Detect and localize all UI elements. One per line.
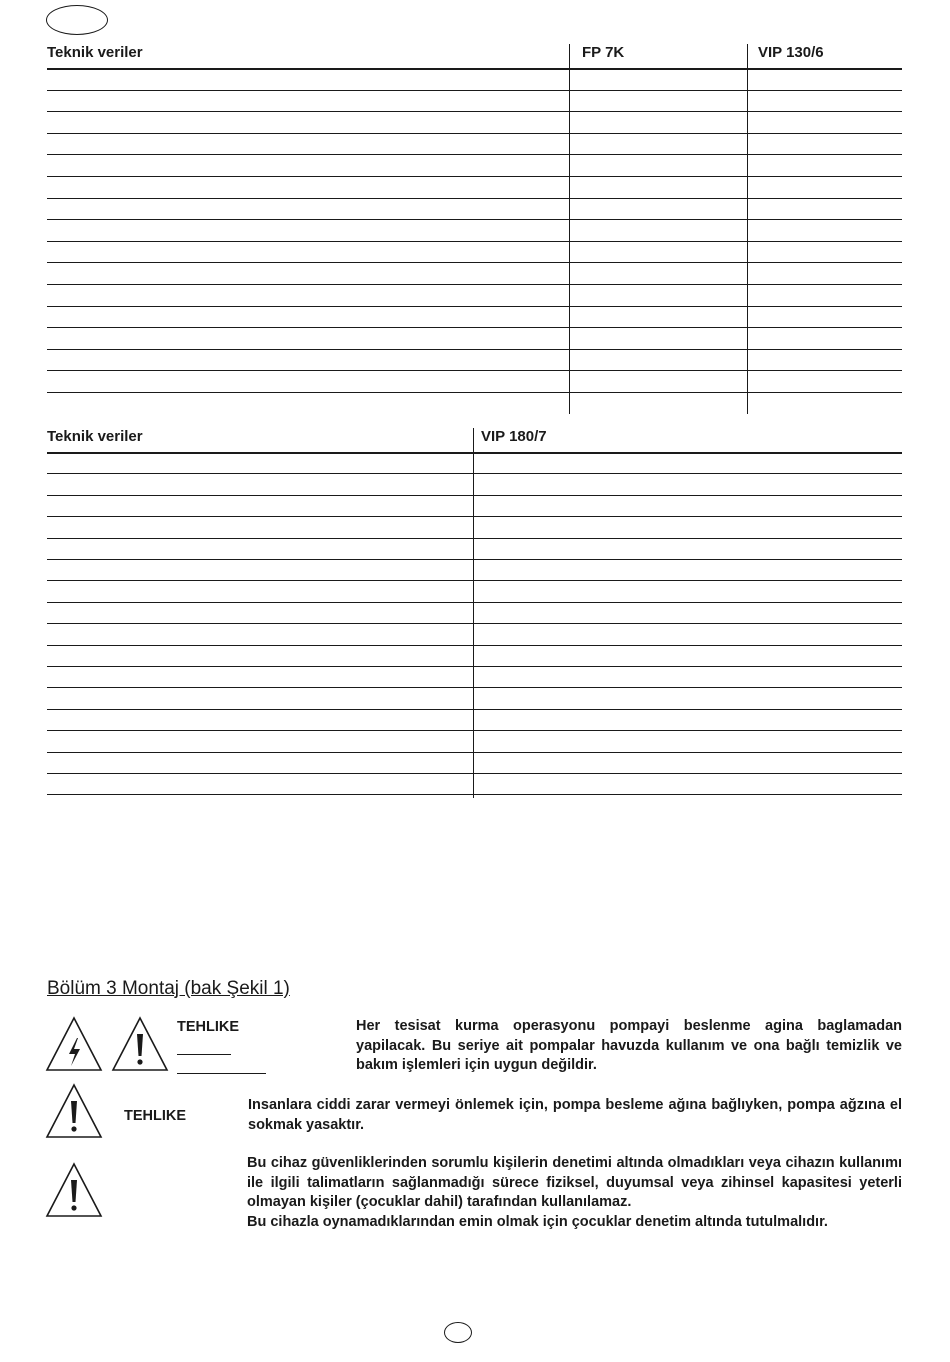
table-row-line bbox=[47, 623, 902, 624]
table-row-line bbox=[47, 111, 902, 112]
danger-label: TEHLIKE bbox=[177, 1019, 240, 1035]
table-row-line bbox=[47, 473, 902, 474]
table-row-line bbox=[47, 198, 902, 199]
table-row-line bbox=[47, 452, 902, 454]
table1-divider bbox=[747, 44, 748, 414]
page-number-oval bbox=[444, 1322, 472, 1343]
table-row-line bbox=[47, 666, 902, 667]
technical-data-table-1 bbox=[47, 44, 902, 416]
table-row-line bbox=[47, 538, 902, 539]
table-row-line bbox=[47, 68, 902, 70]
table-row-line bbox=[47, 370, 902, 371]
table-row-line bbox=[47, 730, 902, 731]
table-row-line bbox=[47, 392, 902, 393]
table1-column-vip130: VIP 130/6 bbox=[758, 44, 824, 61]
electric-hazard-icon bbox=[45, 1016, 103, 1072]
table-row-line bbox=[47, 645, 902, 646]
table-row-line bbox=[47, 176, 902, 177]
table1-header-label: Teknik veriler bbox=[47, 44, 143, 61]
language-badge-oval bbox=[46, 5, 108, 35]
table-row-line bbox=[47, 327, 902, 328]
warning3-text-main: Bu cihaz güvenliklerinden sorumlu kişilerin denetimi altında olmadıkları veya cihazın kullanımı ile ilgili talimatların sağlanmadığı sürece fiziksel, duyumsal veya zihinsel kapasitesi yeterli olmayan kişiler (çocuklar dahil) tarafından kullanılamaz. bbox=[247, 1155, 902, 1210]
table-row-line bbox=[47, 241, 902, 242]
warning3-text bbox=[247, 1154, 902, 1232]
warning3-text-children: Bu cihazla oynamadıklarından emin olmak için çocuklar denetim altında tutulmalıdır. bbox=[247, 1213, 828, 1230]
table-row-line bbox=[47, 752, 902, 753]
table1-column-fp7k: FP 7K bbox=[582, 44, 625, 61]
table-row-line bbox=[47, 773, 902, 774]
table-row-line bbox=[47, 602, 902, 603]
table-row-line bbox=[47, 559, 902, 560]
table-row-line bbox=[47, 262, 902, 263]
table-row-line bbox=[47, 349, 902, 350]
table-row-line bbox=[47, 516, 902, 517]
table2-column-vip180: VIP 180/7 bbox=[481, 428, 547, 445]
section-title: Bölüm 3 Montaj (bak Şekil 1) bbox=[47, 978, 290, 999]
table-row-line bbox=[47, 580, 902, 581]
table-row-line bbox=[47, 794, 902, 795]
table-row-line bbox=[47, 133, 902, 134]
danger-label: TEHLIKE bbox=[124, 1108, 187, 1124]
technical-data-table-2 bbox=[47, 428, 902, 800]
warning1-text: Her tesisat kurma operasyonu pompayi beslenme agina baglamadan yapilacak. Bu seriye ait pompalar havuzda kullanım ve ona bağlı temizlik ve bakım işlemleri için uygun değildir. bbox=[356, 1018, 902, 1073]
table-row-line bbox=[47, 154, 902, 155]
exclamation-warning-icon bbox=[45, 1162, 103, 1218]
table-row-line bbox=[47, 687, 902, 688]
table-row-line bbox=[47, 90, 902, 91]
table2-divider bbox=[473, 428, 474, 798]
table-row-line bbox=[47, 709, 902, 710]
table-row-line bbox=[47, 219, 902, 220]
warning2-text: Insanlara ciddi zarar vermeyi önlemek için, pompa besleme ağına bağlıyken, pompa ağzına el sokmak yasaktır. bbox=[248, 1097, 902, 1133]
table-row-line bbox=[47, 306, 902, 307]
table2-header-label: Teknik veriler bbox=[47, 428, 143, 445]
table-row-line bbox=[47, 284, 902, 285]
exclamation-warning-icon bbox=[45, 1083, 103, 1139]
table-row-line bbox=[47, 495, 902, 496]
exclamation-warning-icon bbox=[111, 1016, 169, 1072]
underline-mark bbox=[177, 1054, 231, 1055]
underline-mark bbox=[177, 1073, 266, 1074]
table1-divider bbox=[569, 44, 570, 414]
